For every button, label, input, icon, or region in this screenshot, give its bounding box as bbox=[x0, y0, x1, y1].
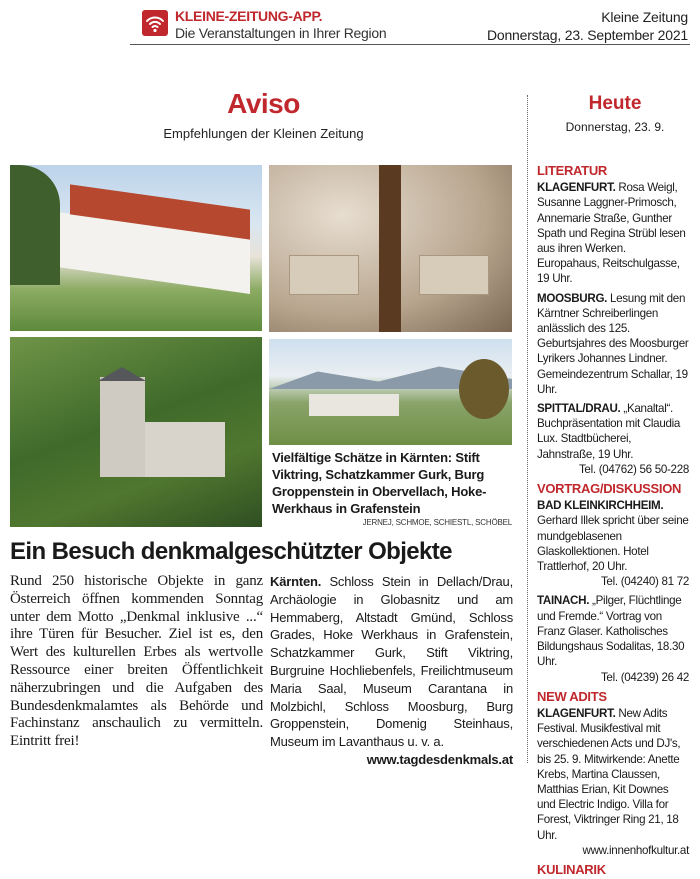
event-listings bbox=[537, 160, 689, 879]
photo-hoke-werkhaus bbox=[269, 339, 512, 445]
photo-caption bbox=[272, 449, 512, 528]
column-divider bbox=[527, 95, 528, 763]
event-text: „Kanaltal“. Buchpräsentation mit Claudia Lux. Stadtbücherei, Jahnstraße, 19 Uhr. bbox=[537, 402, 681, 461]
website-link[interactable]: www.tagdesdenkmals.at bbox=[366, 751, 513, 767]
category-heading: VORTRAG/DISKUSSION bbox=[537, 481, 682, 497]
event-entry bbox=[537, 498, 689, 589]
photo-burg-groppenstein bbox=[10, 337, 262, 527]
category-heading: LITERATUR bbox=[537, 163, 607, 178]
wifi-icon bbox=[142, 10, 168, 36]
photo-stift-viktring bbox=[10, 165, 262, 331]
section-subtitle: Empfehlungen der Kleinen Zeitung bbox=[163, 126, 364, 141]
event-entry bbox=[537, 401, 689, 477]
event-contact: Tel. (04239) 26 42 bbox=[600, 670, 689, 684]
issue-date: Donnerstag, 23. September 2021 bbox=[486, 27, 688, 43]
article-headline: Ein Besuch denkmalgeschützter Objekte bbox=[10, 538, 452, 565]
sidebar-title: Heute bbox=[588, 93, 642, 114]
event-place: KLAGENFURT. bbox=[537, 181, 616, 195]
event-text: „Pilger, Flüchtlinge und Fremde.“ Vortrag von Franz Glaser. Katholisches Bildungshaus Sodalitas, 18.30 Uhr. bbox=[537, 594, 685, 669]
photo-schatzkammer-gurk bbox=[269, 165, 512, 332]
event-place: MOOSBURG. bbox=[537, 291, 608, 305]
event-place: TAINACH. bbox=[537, 594, 590, 608]
article-body-list bbox=[270, 573, 513, 769]
event-text: New Adits Festival. Musikfestival mit verschiedenen Acts und DJ's, bis 25. 9. Mitwirkende: Anette Krebs, Martina Claussen, Matthias Erian, Kit Downes und Electric Indigo. Villa for Forest, Viktringer Ring 21, 18 Uhr. bbox=[537, 706, 681, 842]
category-heading: KULINARIK bbox=[537, 861, 606, 877]
event-place: BAD KLEINKIRCHHEIM. bbox=[537, 499, 664, 513]
event-text: Lesung mit den Kärntner Schreiberlingen anlässlich des 125. Geburtsjahres des Moosburger Lyrikers Johannes Lindner. Gemeindezentrum Schallar, 19 Uhr. bbox=[537, 291, 689, 396]
event-entry bbox=[537, 706, 689, 858]
category-heading: NEW ADITS bbox=[537, 688, 607, 704]
header-divider bbox=[130, 44, 690, 45]
event-entry bbox=[537, 291, 689, 397]
photo-credit: JERNEJ, SCHMOE, SCHIESTL, SCHÖBEL bbox=[362, 518, 512, 527]
article-body-intro: Rund 250 historische Objekte in ganz Österreich öffnen kommenden Sonntag unter dem Motto „Denkmal inklusive ...“ ihre Türen für Besucher. Ziel ist es, den Wert des kulturellen Erbes als wertvolle Ressource einer breiten Öffentlichkeit näherzubringen und die Aufgaben des Bundesdenkmalamtes als Behörde und Fachinstanz anschaulich zu vermitteln. Eintritt frei! bbox=[10, 573, 263, 750]
body-text: Schloss Stein in Dellach/Drau, Archäologie in Globasnitz und am Hemmaberg, Altstadt Gmünd, Schloss Grades, Hoke Werkhaus in Grafenstein, Schatzkammer Gurk, Stift Viktring, Burgruine Hochliebenfels, Freilichtmuseum Maria Saal, Museum Carantana in Molzbichl, Schloss Moosburg, Burg Groppenstein, Domenig Steinhaus, Museum im Lavanthaus u. v. a. bbox=[270, 574, 513, 750]
sidebar-date: Donnerstag, 23. 9. bbox=[565, 120, 665, 134]
event-contact: www.innenhofkultur.at bbox=[582, 843, 689, 857]
paper-name: Kleine Zeitung bbox=[601, 9, 688, 25]
event-place: KLAGENFURT. bbox=[537, 706, 616, 720]
event-entry bbox=[537, 593, 689, 684]
event-entry bbox=[537, 180, 689, 286]
app-subtitle: Die Veranstaltungen in Ihrer Region bbox=[175, 25, 387, 41]
event-text: Gerhard Illek spricht über seine mundgeblasenen Glaskollektionen. Hotel Trattlerhof, 20 Uhr. bbox=[537, 514, 689, 574]
event-place: SPITTAL/DRAU. bbox=[537, 402, 621, 416]
event-text: Rosa Weigl, Susanne Laggner-Primosch, Annemarie Straße, Gunther Spath und Regina Strübl lesen aus ihren Werken. Europahaus, Reitschulgasse, 19 Uhr. bbox=[537, 181, 686, 286]
caption-text: Vielfältige Schätze in Kärnten: Stift Viktring, Schatzkammer Gurk, Burg Groppenstein in Obervellach, Hoke-Werkhaus in Grafenstein bbox=[272, 450, 487, 516]
newspaper-info bbox=[487, 8, 688, 44]
event-contact: Tel. (04240) 81 72 bbox=[600, 575, 689, 589]
section-title: Aviso bbox=[227, 88, 300, 119]
event-contact: Tel. (04762) 56 50-228 bbox=[578, 462, 689, 476]
app-title: KLEINE-ZEITUNG-APP. bbox=[175, 8, 323, 24]
body-lead: Kärnten. bbox=[270, 574, 322, 589]
